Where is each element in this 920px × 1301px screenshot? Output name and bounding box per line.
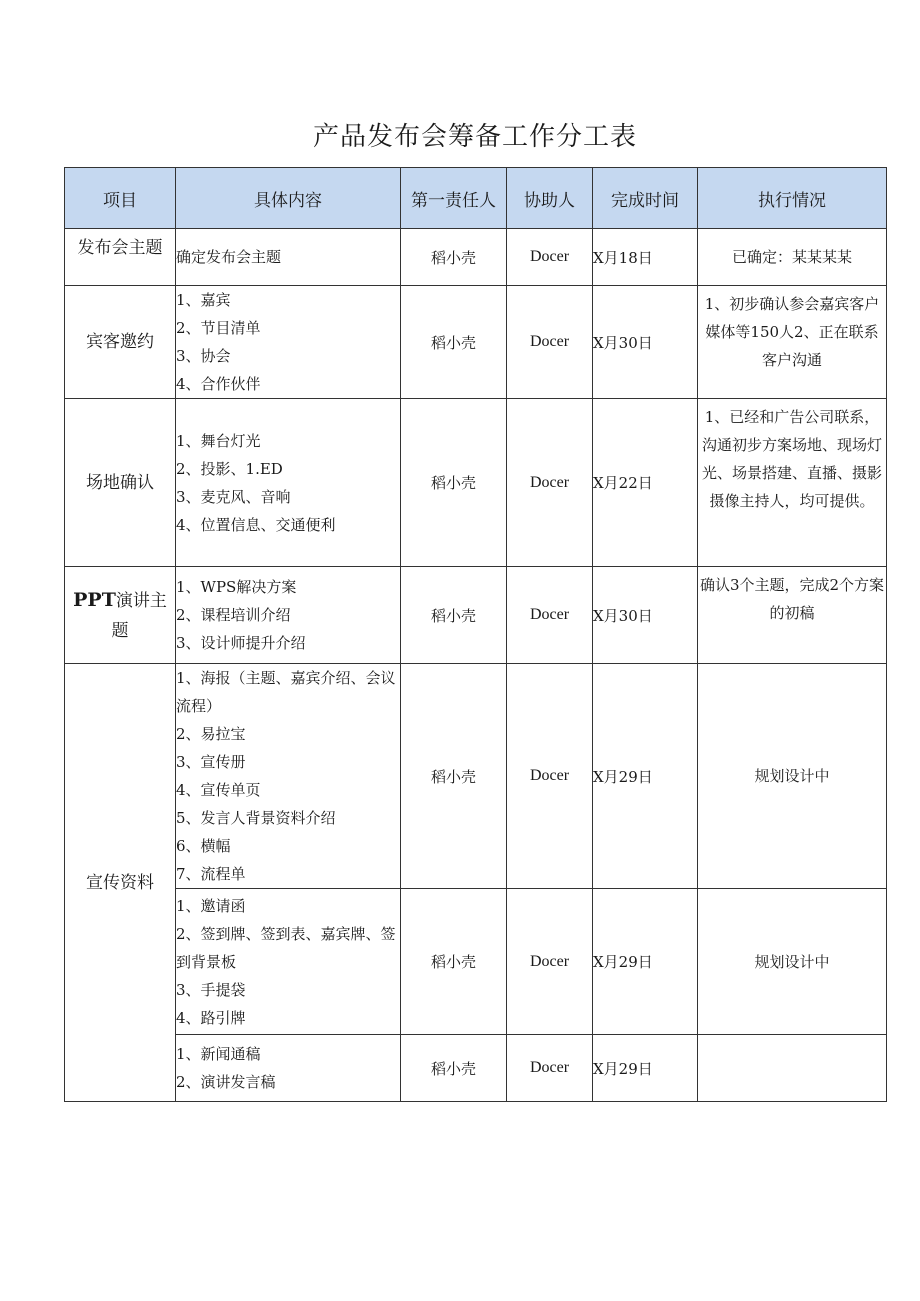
- page-title: 产品发布会筹备工作分工表: [312, 122, 637, 152]
- owner-cell: 稻小壳: [401, 664, 507, 889]
- content-line: 2、易拉宝: [176, 725, 246, 743]
- helper-cell: Docer: [507, 399, 593, 567]
- content-line: 4、位置信息、交通便利: [176, 515, 336, 534]
- content-line: 5、发言人背景资料介绍: [176, 809, 336, 827]
- content-cell: [176, 889, 401, 1035]
- status-cell: 1、初步确认参会嘉宾客户媒体等150人2、正在联系客户沟通: [698, 286, 887, 399]
- table-row: [65, 1035, 887, 1102]
- helper-cell: Docer: [507, 286, 593, 399]
- date-cell: X月22日: [593, 399, 698, 567]
- helper-cell: Docer: [507, 567, 593, 664]
- content-line: 1、邀请函: [176, 896, 246, 915]
- content-line: 1、嘉宾: [176, 291, 231, 309]
- content-line: 2、演讲发言稿: [176, 1073, 276, 1091]
- table-header-row: [65, 168, 887, 229]
- content-line: 3、手提袋: [176, 980, 246, 999]
- header-date: 完成时间: [593, 168, 698, 229]
- content-line: 确定发布会主题: [176, 248, 282, 266]
- status-cell: 规划设计中: [698, 664, 887, 889]
- helper-cell: Docer: [507, 1035, 593, 1102]
- helper-cell: Docer: [507, 889, 593, 1035]
- date-cell: X月30日: [593, 567, 698, 664]
- content-line: 3、宣传册: [176, 753, 246, 771]
- status-cell: 确认3个主题，完成2个方案的初稿: [698, 567, 887, 664]
- status-cell: 规划设计中: [698, 889, 887, 1035]
- owner-cell: 稻小壳: [401, 1035, 507, 1102]
- status-cell: [698, 1035, 887, 1102]
- table-row: [65, 567, 887, 664]
- project-cell: 宣传资料: [65, 664, 176, 1102]
- header-content: 具体内容: [176, 168, 401, 229]
- header-project: 项目: [65, 168, 176, 229]
- owner-cell: 稻小壳: [401, 229, 507, 286]
- work-assignment-table: [64, 167, 887, 1102]
- status-cell: 已确定：某某某某: [698, 229, 887, 286]
- content-line: 2、节目清单: [176, 319, 261, 337]
- project-cell: 宾客邀约: [65, 286, 176, 399]
- helper-cell: Docer: [507, 229, 593, 286]
- content-cell: [176, 286, 401, 399]
- header-owner: 第一责任人: [401, 168, 507, 229]
- content-line: 2、签到牌、签到表、嘉宾牌、签到背景板: [176, 924, 396, 971]
- content-line: 3、麦克风、音响: [176, 487, 291, 506]
- owner-cell: 稻小壳: [401, 399, 507, 567]
- owner-cell: 稻小壳: [401, 286, 507, 399]
- project-cell: [65, 567, 176, 664]
- content-line: 4、合作伙伴: [176, 375, 261, 393]
- date-cell: X月29日: [593, 889, 698, 1035]
- content-cell: [176, 1035, 401, 1102]
- content-line: 3、协会: [176, 347, 231, 365]
- content-line: 4、宣传单页: [176, 781, 261, 799]
- date-cell: X月29日: [593, 664, 698, 889]
- content-line: 1、舞台灯光: [176, 431, 261, 450]
- owner-cell: 稻小壳: [401, 567, 507, 664]
- content-line: 1、新闻通稿: [176, 1045, 261, 1063]
- content-line: 1、海报（主题、嘉宾介绍、会议流程）: [176, 669, 396, 715]
- table-row: [65, 286, 887, 399]
- project-ppt-label: PPT: [73, 588, 116, 611]
- content-line: 1、WPS解决方案: [176, 578, 297, 596]
- content-line: 2、课程培训介绍: [176, 606, 291, 624]
- status-cell: 1、已经和广告公司联系，沟通初步方案场地、现场灯光、场景搭建、直播、摄影摄像主持人，均可提供。: [698, 399, 887, 567]
- project-cell: 场地确认: [65, 399, 176, 567]
- helper-cell: Docer: [507, 664, 593, 889]
- date-cell: X月30日: [593, 286, 698, 399]
- table-row: [65, 229, 887, 286]
- header-status: 执行情况: [698, 168, 887, 229]
- date-cell: X月29日: [593, 1035, 698, 1102]
- content-cell: [176, 399, 401, 567]
- table-row: [65, 889, 887, 1035]
- content-line: 4、路引牌: [176, 1008, 246, 1027]
- content-line: 7、流程单: [176, 865, 246, 883]
- table-row: [65, 664, 887, 889]
- content-line: 6、横幅: [176, 837, 231, 855]
- table-row: [65, 399, 887, 567]
- date-cell: X月18日: [593, 229, 698, 286]
- content-cell: [176, 229, 401, 286]
- content-line: 2、投影、1.ED: [176, 459, 283, 478]
- project-label: 演讲主题: [111, 590, 167, 641]
- owner-cell: 稻小壳: [401, 889, 507, 1035]
- content-cell: [176, 567, 401, 664]
- project-cell: 发布会主题: [65, 229, 176, 286]
- header-helper: 协助人: [507, 168, 593, 229]
- content-line: 3、设计师提升介绍: [176, 634, 306, 652]
- content-cell: [176, 664, 401, 889]
